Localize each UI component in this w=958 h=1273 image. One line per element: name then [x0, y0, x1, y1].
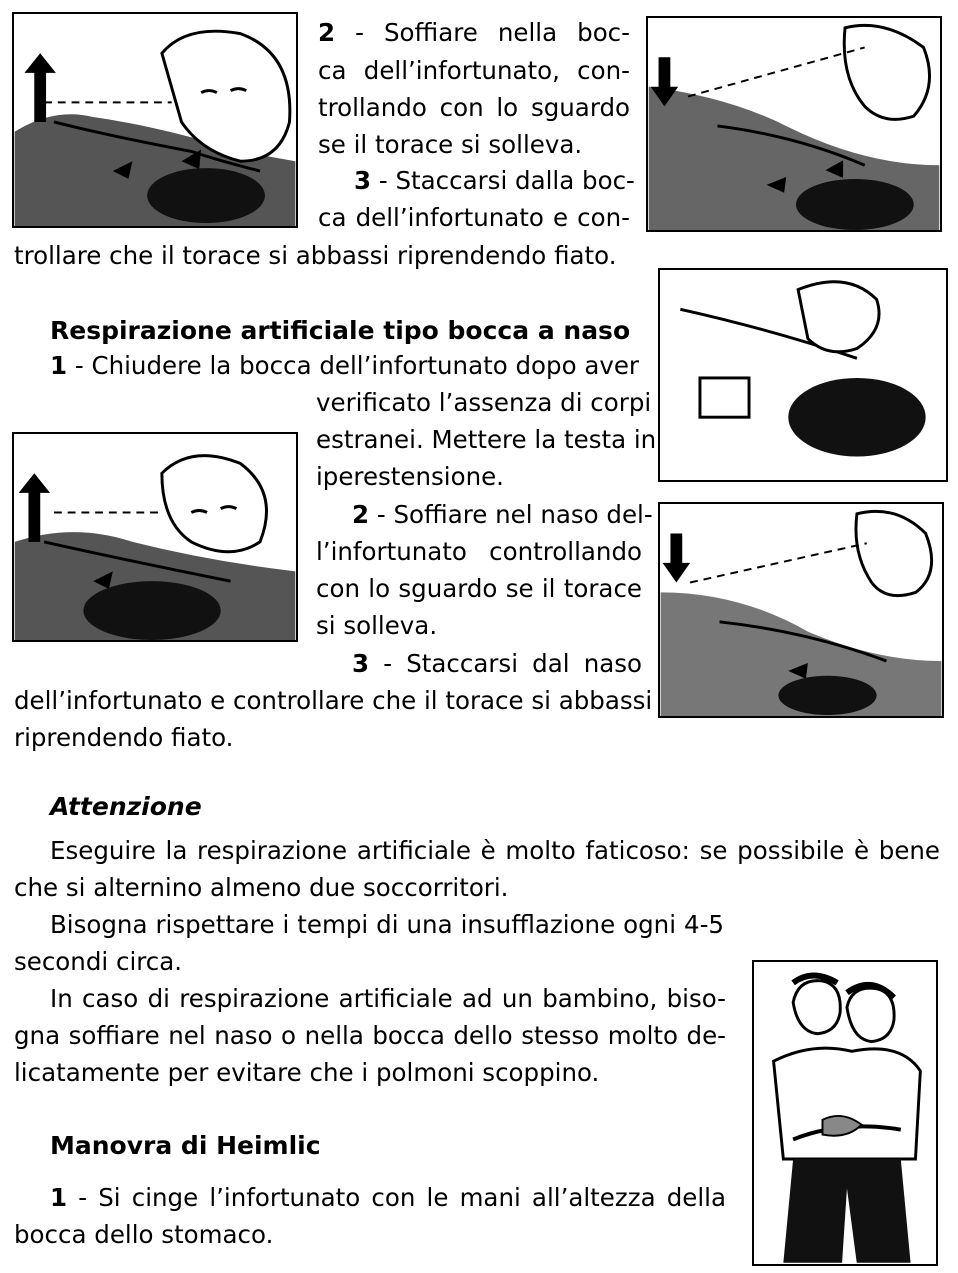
attention-p3-line1: In caso di respirazione artificiale ad un bambino, biso-: [50, 984, 726, 1013]
s2-step3-line1: [352, 645, 642, 682]
s2-step2-text: - Soffiare nel naso del-: [376, 500, 653, 529]
figure-mouth-to-mouth-inhale: [12, 12, 298, 228]
s1-step2-line4: se il torace si solleva.: [318, 130, 583, 159]
s1-step3-line1: [354, 162, 635, 199]
s1-step2-text: - Soffiare nella boc-: [355, 18, 630, 47]
attention-p3-line2: gna soffiare nel naso o nella bocca dello stesso molto de-: [14, 1021, 726, 1050]
s2-step1-text: - Chiudere la bocca dell’infortunato dopo aver: [74, 351, 640, 380]
attention-p3-line3: licatamente per evitare che i polmoni scoppino.: [14, 1058, 600, 1087]
heimlich-step1-line1: [50, 1179, 726, 1216]
attention-p1-line1: Eseguire la respirazione artificiale è molto faticoso: se possibile è bene: [50, 836, 940, 865]
s1-step2-line1: [318, 14, 630, 51]
s2-step3-line2: dell’infortunato e controllare che il torace si abbassi: [14, 686, 653, 715]
illustration-rescuer-blowing-nose: [14, 434, 296, 640]
heimlich-step1-number: 1: [50, 1183, 68, 1212]
s2-step3-text: - Staccarsi dal naso: [383, 649, 642, 678]
s2-step2-line3: con lo sguardo se il torace: [316, 574, 642, 603]
heimlich-heading: Manovra di Heimlic: [50, 1131, 321, 1160]
figure-mouth-to-nose-exhale: [658, 502, 944, 718]
figure-mouth-to-mouth-exhale: [646, 16, 942, 232]
s2-step1-line2: verificato l’assenza di corpi: [316, 388, 652, 417]
illustration-rescuer-watching-chest: [648, 18, 940, 230]
heimlich-step1-text: - Si cinge l’infortunato con le mani all’altezza della: [78, 1183, 726, 1212]
s2-step2-line2: l’infortunato controllando: [316, 537, 642, 566]
figure-close-mouth: [658, 268, 948, 482]
attention-p1-line2: che si alternino almeno due soccorritori.: [14, 873, 509, 902]
illustration-hand-closing-mouth: [660, 270, 946, 480]
s2-step1-number: 1: [50, 351, 68, 380]
s2-step1-line3: estranei. Mettere la testa in: [316, 425, 657, 454]
figure-heimlich: [752, 960, 938, 1266]
s2-step3-number: 3: [352, 649, 370, 678]
s1-step2-number: 2: [318, 18, 336, 47]
s1-step3-line3: trollare che il torace si abbassi riprendendo fiato.: [14, 241, 617, 270]
illustration-rescuer-watching-chest-nose: [660, 504, 942, 716]
heimlich-step1-line2: bocca dello stomaco.: [14, 1220, 274, 1249]
attention-p2-line1: Bisogna rispettare i tempi di una insufflazione ogni 4-5: [50, 910, 724, 939]
figure-mouth-to-nose-inhale: [12, 432, 298, 642]
s2-step2-line4: si solleva.: [316, 611, 438, 640]
attention-p2-line2: secondi circa.: [14, 947, 183, 976]
s2-step2-number: 2: [352, 500, 370, 529]
s1-step2-line2: ca dell’infortunato, con-: [318, 56, 630, 85]
s2-heading: Respirazione artificiale tipo bocca a naso: [50, 316, 631, 345]
s2-step3-line3: riprendendo fiato.: [14, 723, 234, 752]
s2-step2-line1: [352, 496, 653, 533]
illustration-rescuer-blowing-mouth: [14, 14, 296, 226]
attention-heading: Attenzione: [50, 792, 202, 821]
s2-step1-line4: iperestensione.: [316, 462, 504, 491]
s1-step3-number: 3: [354, 166, 372, 195]
s1-step3-line2: ca dell’infortunato e con-: [318, 203, 630, 232]
s1-step3-text: - Staccarsi dalla boc-: [378, 166, 635, 195]
s1-step2-line3: trollando con lo sguardo: [318, 93, 630, 122]
illustration-heimlich-maneuver: [754, 962, 936, 1264]
s2-step1-line1: [50, 347, 639, 384]
